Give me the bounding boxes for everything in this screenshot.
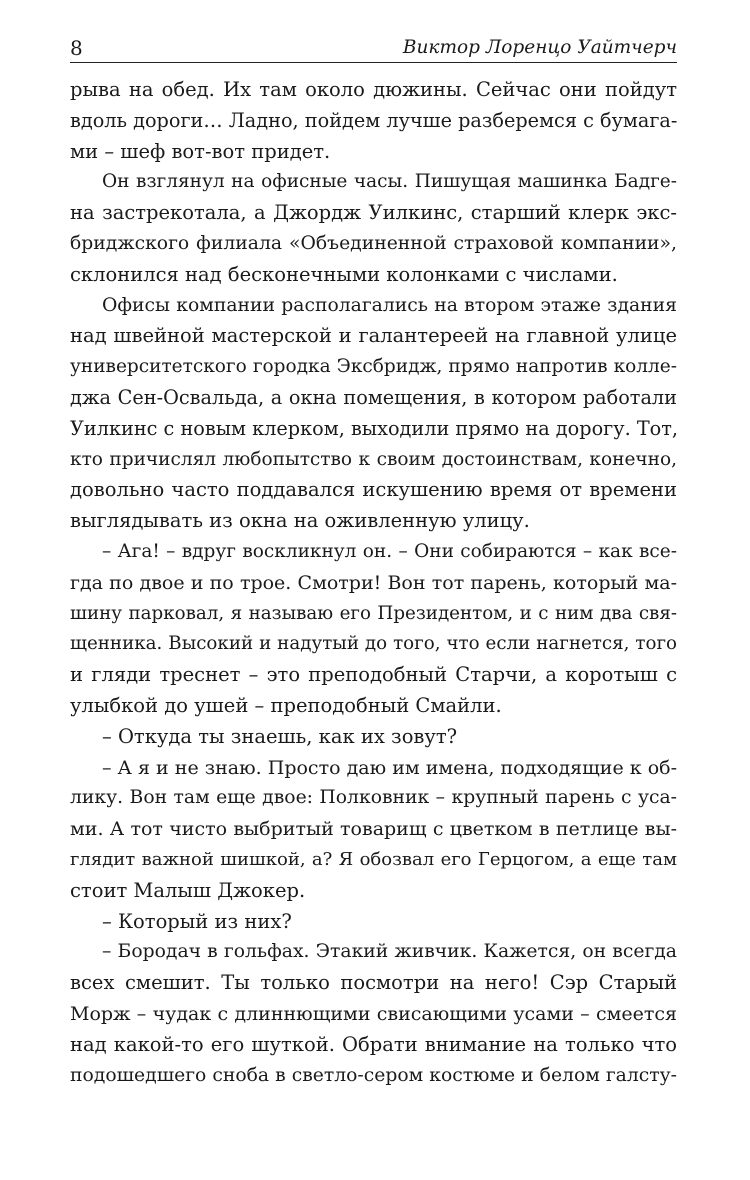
text-line: шину парковал, я называю его Президентом, и с ним два свя-	[70, 602, 677, 624]
body-text	[70, 75, 677, 1091]
text-line: всех смешит. Ты только посмотри на него! Сэр Старый	[70, 971, 677, 995]
text-line: над какой-то его шуткой. Обрати внимание на только что	[70, 1032, 677, 1056]
text-line: над швейной мастерской и галантереей на главной улице	[70, 324, 677, 348]
text-line: – Который из них?	[102, 909, 292, 933]
text-line: стоит Малыш Джокер.	[70, 878, 306, 902]
text-line: Морж – чудак с длиннющими свисающими усами – смеется	[70, 1002, 677, 1025]
running-head-author: Виктор Лоренцо Уайтчерч	[402, 37, 677, 58]
page-number: 8	[70, 36, 83, 60]
text-line: кто причислял любопытство к своим достоинствам, конечно,	[70, 448, 677, 470]
text-line: Он взглянул на офисные часы. Пишущая машинка Бадге-	[102, 171, 677, 193]
text-line: ми. А тот чисто выбритый товарищ с цветком в петлице вы-	[70, 818, 677, 841]
text-line: Уилкинс с новым клерком, выходили прямо на дорогу. Тот,	[70, 416, 679, 440]
text-line: и гляди треснет – это преподобный Старчи, а коротыш с	[70, 663, 677, 687]
text-line: выглядывать из окна на оживленную улицу.	[70, 509, 530, 533]
text-line: – Ага! – вдруг воскликнул он. – Они собираются – как все-	[102, 540, 677, 562]
page-header	[70, 30, 677, 63]
text-line: глядит важной шишкой, а? Я обозвал его Герцогом, а еще там	[70, 848, 677, 870]
text-line: – Бородач в гольфах. Этакий живчик. Кажется, он всегда	[102, 941, 677, 963]
text-line: подошедшего сноба в светло-сером костюме и белом галсту-	[70, 1064, 677, 1086]
text-line: на застрекотала, а Джордж Уилкинс, старший клерк экс-	[70, 201, 677, 225]
text-line: джа Сен-Освальда, а окна помещения, в котором работали	[70, 385, 677, 409]
text-line: Офисы компании располагались на втором этаже здания	[102, 294, 677, 316]
text-line: вдоль дороги… Ладно, пойдем лучше разберемся с бумага-	[70, 108, 678, 132]
text-line: щенника. Высокий и надутый до того, что если нагнется, того	[70, 633, 677, 655]
text-line: ми – шеф вот-вот придет.	[70, 139, 331, 163]
text-line: гда по двое и по трое. Смотри! Вон тот парень, который ма-	[70, 571, 677, 594]
text-line: улыбкой до ушей – преподобный Смайли.	[70, 693, 502, 717]
text-line: бриджского филиала «Объединенной страховой компании»,	[70, 232, 677, 254]
text-line: рыва на обед. Их там около дюжины. Сейчас они пойдут	[70, 78, 677, 101]
text-line: склонился над бесконечными колонками с числами.	[70, 262, 618, 286]
text-line: – Откуда ты знаешь, как их зовут?	[102, 724, 458, 748]
text-line: довольно часто поддавался искушению время от времени	[70, 478, 677, 502]
text-line: – А я и не знаю. Просто даю им имена, подходящие к об-	[102, 756, 677, 779]
text-line: университетского городка Эксбридж, прямо напротив колле-	[70, 356, 677, 378]
text-line: лику. Вон там еще двое: Полковник – крупный парень с уса-	[70, 787, 677, 809]
